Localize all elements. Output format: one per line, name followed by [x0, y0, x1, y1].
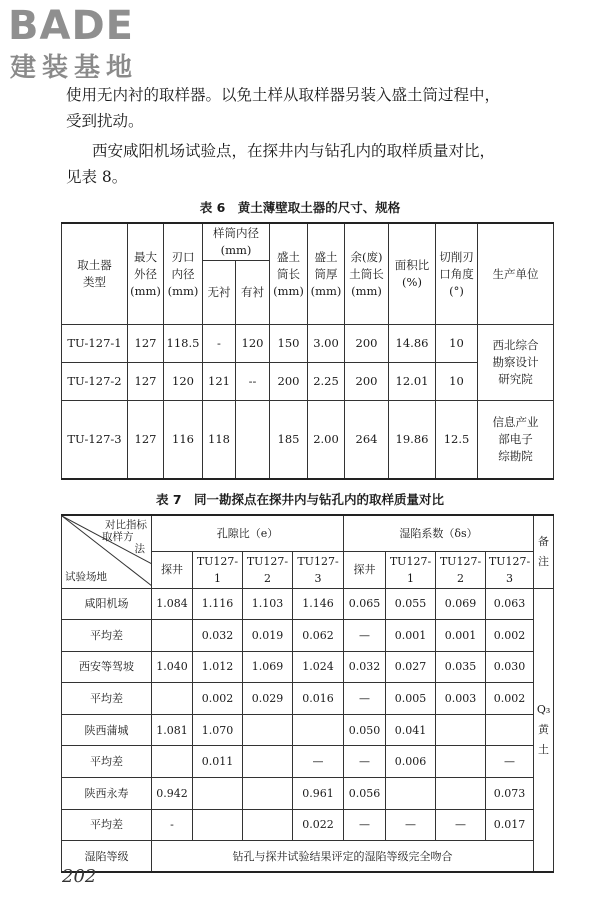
- paragraph-line-4: 见表 8。: [66, 168, 128, 186]
- table-cell: 3.00: [308, 325, 345, 363]
- table-row: [62, 401, 554, 479]
- table-cell: 127: [128, 363, 164, 401]
- table-row: [62, 588, 554, 620]
- table-cell: 西安等驾坡: [62, 651, 152, 683]
- table-cell: 116: [164, 401, 203, 479]
- table-cell: [236, 401, 270, 479]
- table-cell: [436, 714, 486, 746]
- table-cell: [386, 778, 436, 810]
- table-row: [62, 841, 554, 873]
- table6-header-maker: 生产单位: [478, 223, 554, 325]
- table-cell: [436, 746, 486, 778]
- table-cell: TU127-2: [243, 551, 293, 588]
- table-cell: —: [344, 746, 386, 778]
- table6-header-with-liner: 有衬: [236, 261, 270, 325]
- table6-header-cut-angle: 切削刃 口角度 (°): [436, 223, 478, 325]
- table-cell: 14.86: [389, 325, 436, 363]
- table-cell: 1.069: [243, 651, 293, 683]
- table-cell: TU127-2: [436, 551, 486, 588]
- table-cell: —: [386, 809, 436, 841]
- table-cell: 127: [128, 401, 164, 479]
- table7-quality-comparison: [61, 514, 554, 873]
- table-cell: 0.062: [293, 620, 344, 652]
- table-cell: 0.055: [386, 588, 436, 620]
- table-cell: 150: [270, 325, 308, 363]
- table-cell: 0.006: [386, 746, 436, 778]
- table6-maker-2: 信息产业 部电子 综勘院: [478, 401, 554, 479]
- table-cell: 0.016: [293, 683, 344, 715]
- table-cell: [193, 778, 243, 810]
- table-row: [62, 683, 554, 715]
- table-cell: 1.081: [152, 714, 193, 746]
- table-cell: 1.146: [293, 588, 344, 620]
- table6-header-type: 取土器 类型: [62, 223, 128, 325]
- table-cell: 200: [270, 363, 308, 401]
- table-cell: 0.029: [243, 683, 293, 715]
- table-cell: [193, 809, 243, 841]
- table-cell: 2.25: [308, 363, 345, 401]
- table-cell: 0.019: [243, 620, 293, 652]
- table-cell: 0.001: [436, 620, 486, 652]
- table-cell: [243, 746, 293, 778]
- table7-group-collapse-coef: 湿陷系数（δs）: [344, 515, 534, 551]
- table-cell: 平均差: [62, 746, 152, 778]
- table-cell: [152, 620, 193, 652]
- table-cell: 118: [203, 401, 236, 479]
- table-cell: 探井: [344, 551, 386, 588]
- table-cell: 0.002: [486, 620, 534, 652]
- table6-header-edge: 刃口 内径 (mm): [164, 223, 203, 325]
- table6-header-tube-length: 盛土 筒长 (mm): [270, 223, 308, 325]
- table7-diagonal-header: 对比指标 取样方 法 试验场地: [62, 515, 152, 588]
- table-cell: [243, 714, 293, 746]
- table-cell: 0.002: [193, 683, 243, 715]
- table-cell: 118.5: [164, 325, 203, 363]
- table6-header-area-ratio: 面积比 (%): [389, 223, 436, 325]
- table6-header-waste-length: 余(废) 土筒长 (mm): [345, 223, 389, 325]
- table-row: [62, 746, 554, 778]
- paragraph-line-3: 西安咸阳机场试验点，在探井内与钻孔内的取样质量对比，: [92, 142, 496, 160]
- table-cell: [243, 809, 293, 841]
- table-cell: 0.027: [386, 651, 436, 683]
- table7-group-void-ratio: 孔隙比（e）: [152, 515, 344, 551]
- table-cell: 264: [345, 401, 389, 479]
- table-cell: 0.003: [436, 683, 486, 715]
- table-cell: —: [293, 746, 344, 778]
- table-cell: —: [344, 620, 386, 652]
- table-cell: 0.050: [344, 714, 386, 746]
- table-cell: TU127-1: [386, 551, 436, 588]
- paragraph-line-1: 使用无内衬的取样器。以免土样从取样器另装入盛土筒过程中，: [66, 86, 501, 104]
- table-cell: 0.069: [436, 588, 486, 620]
- table-cell: 1.103: [243, 588, 293, 620]
- table-row: [62, 620, 554, 652]
- table-cell: 陕西蒲城: [62, 714, 152, 746]
- table-cell: —: [344, 809, 386, 841]
- table-cell: 10: [436, 363, 478, 401]
- table6-header-inner: 样筒内径 (mm): [203, 223, 270, 261]
- table7-note-loess: Q₃ 黄 土: [534, 588, 554, 872]
- table7-grade-label: 湿陷等级: [62, 841, 152, 873]
- table6-header-outer: 最大 外径 (mm): [128, 223, 164, 325]
- paragraph-line-2: 受到扰动。: [66, 112, 144, 130]
- table-cell: 0.030: [486, 651, 534, 683]
- table-cell: 10: [436, 325, 478, 363]
- table-cell: 12.5: [436, 401, 478, 479]
- table-cell: 平均差: [62, 683, 152, 715]
- table-cell: 平均差: [62, 809, 152, 841]
- table6-sampler-specs: [61, 222, 554, 480]
- table-cell: 0.035: [436, 651, 486, 683]
- table-cell: 咸阳机场: [62, 588, 152, 620]
- table-cell: 1.024: [293, 651, 344, 683]
- table-cell: 0.017: [486, 809, 534, 841]
- table-cell: 探井: [152, 551, 193, 588]
- table-cell: 127: [128, 325, 164, 363]
- table7-grade-text: 钻孔与探井试验结果评定的湿陷等级完全吻合: [152, 841, 534, 873]
- table-cell: 1.070: [193, 714, 243, 746]
- table-cell: 0.022: [293, 809, 344, 841]
- table-cell: [436, 778, 486, 810]
- table-cell: 1.116: [193, 588, 243, 620]
- table-cell: 0.056: [344, 778, 386, 810]
- table-cell: -: [152, 809, 193, 841]
- table-cell: 0.032: [344, 651, 386, 683]
- table-row: [62, 778, 554, 810]
- table-cell: [243, 778, 293, 810]
- table6-header-no-liner: 无衬: [203, 261, 236, 325]
- table-row: [62, 809, 554, 841]
- watermark-logo: [8, 4, 178, 90]
- table-row: [62, 714, 554, 746]
- table-cell: 平均差: [62, 620, 152, 652]
- table-cell: 200: [345, 363, 389, 401]
- table-cell: --: [236, 363, 270, 401]
- table-cell: 185: [270, 401, 308, 479]
- table-cell: 1.040: [152, 651, 193, 683]
- table-cell: 0.005: [386, 683, 436, 715]
- table-cell: TU127-1: [193, 551, 243, 588]
- table-cell: TU-127-3: [62, 401, 128, 479]
- table-cell: 0.032: [193, 620, 243, 652]
- table-cell: 1.012: [193, 651, 243, 683]
- table-cell: 0.942: [152, 778, 193, 810]
- table-cell: 2.00: [308, 401, 345, 479]
- table-cell: [486, 714, 534, 746]
- table6-maker-1: 西北综合 勘察设计 研究院: [478, 325, 554, 401]
- table-cell: 0.063: [486, 588, 534, 620]
- table-cell: 0.001: [386, 620, 436, 652]
- table-cell: 0.011: [193, 746, 243, 778]
- table-cell: 0.065: [344, 588, 386, 620]
- table-cell: 1.084: [152, 588, 193, 620]
- table6-header-tube-thickness: 盛土 筒厚 (mm): [308, 223, 345, 325]
- table-cell: 0.002: [486, 683, 534, 715]
- table-cell: TU127-3: [293, 551, 344, 588]
- table-cell: 200: [345, 325, 389, 363]
- table-cell: [152, 746, 193, 778]
- table-cell: TU-127-1: [62, 325, 128, 363]
- table-cell: 12.01: [389, 363, 436, 401]
- table-cell: TU127-3: [486, 551, 534, 588]
- table-cell: —: [436, 809, 486, 841]
- table-cell: TU-127-2: [62, 363, 128, 401]
- table-cell: 陕西永寿: [62, 778, 152, 810]
- table-row: [62, 651, 554, 683]
- table7-note-header: 备 注: [534, 515, 554, 588]
- table-cell: 19.86: [389, 401, 436, 479]
- table-row: [62, 325, 554, 363]
- logo-subtitle: 建装基地: [10, 53, 139, 83]
- table7-caption: 表 7 同一勘探点在探井内与钻孔内的取样质量对比: [155, 492, 445, 507]
- table-cell: 121: [203, 363, 236, 401]
- table6-caption: 表 6 黄土薄壁取土器的尺寸、规格: [199, 200, 401, 215]
- logo-text: BADE: [8, 3, 134, 49]
- table-cell: [293, 714, 344, 746]
- table-cell: —: [344, 683, 386, 715]
- table-cell: 0.073: [486, 778, 534, 810]
- table-cell: 0.961: [293, 778, 344, 810]
- table-cell: —: [486, 746, 534, 778]
- table-cell: -: [203, 325, 236, 363]
- table-cell: 0.041: [386, 714, 436, 746]
- table-cell: [152, 683, 193, 715]
- table-cell: 120: [164, 363, 203, 401]
- table-cell: 120: [236, 325, 270, 363]
- page-number: 202: [62, 866, 97, 887]
